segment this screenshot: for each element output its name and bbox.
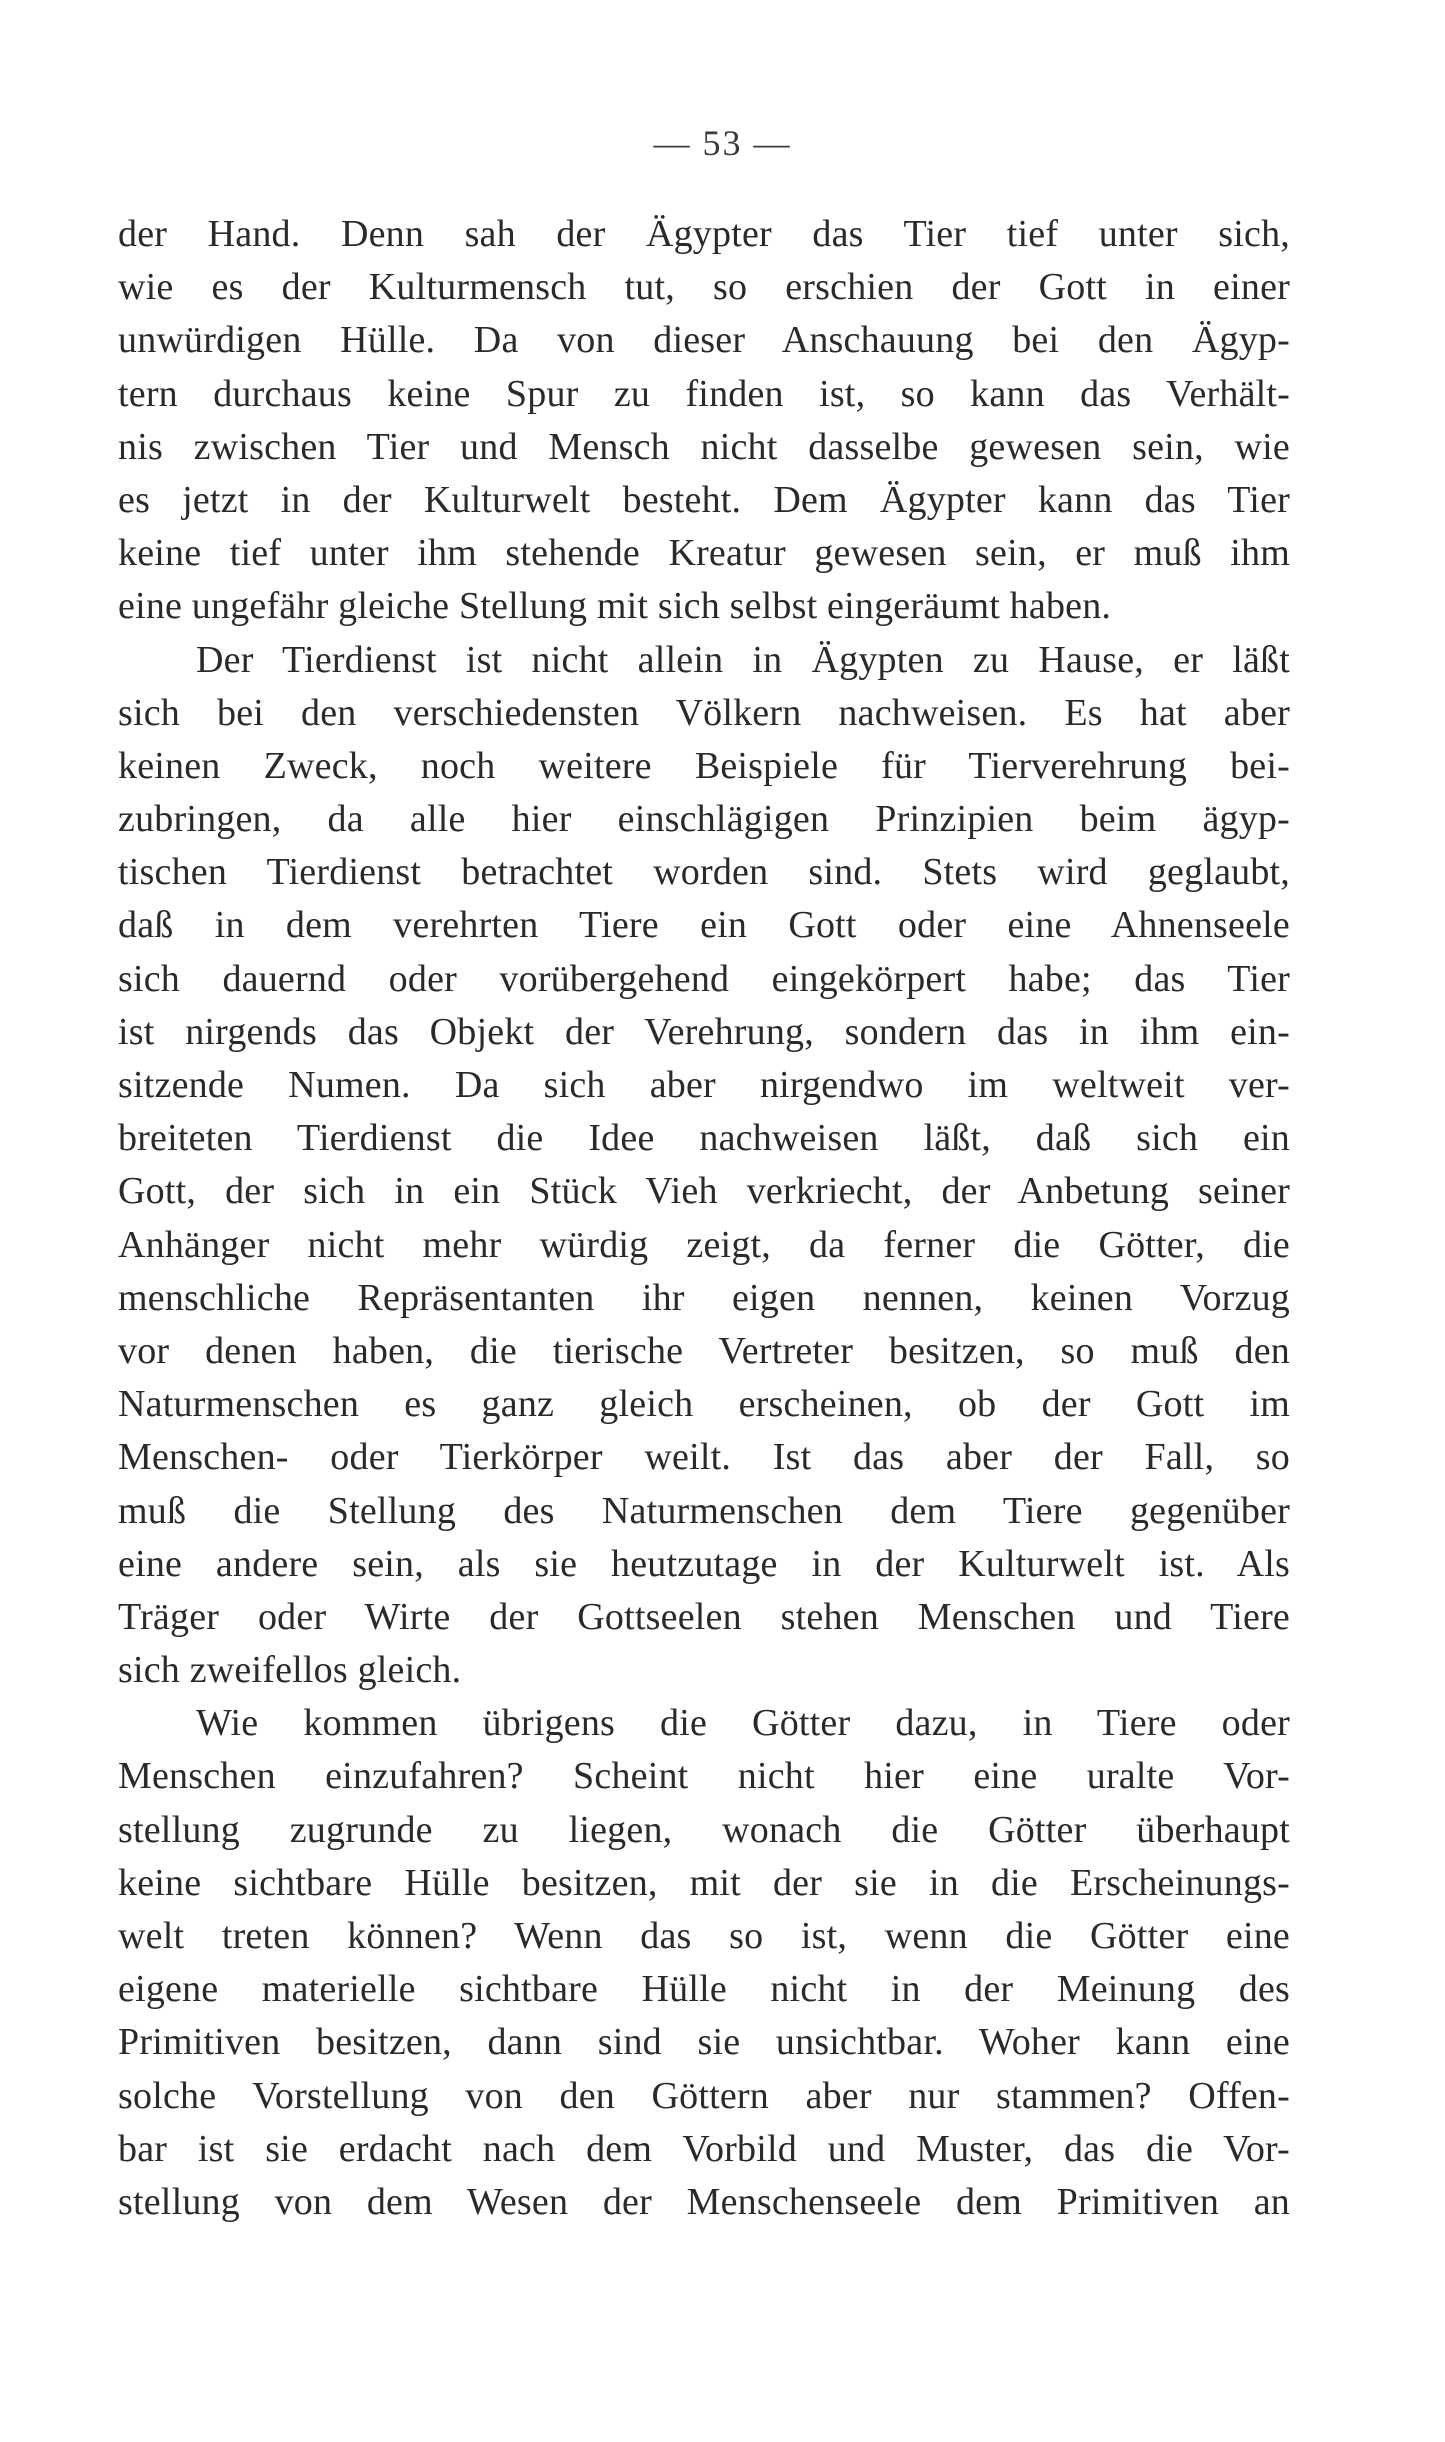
text-line: solche Vorstellung von den Göttern aber nur stammen? Offen- bbox=[118, 2074, 1290, 2117]
text-line: eine ungefähr gleiche Stellung mit sich selbst eingeräumt haben. bbox=[118, 585, 1112, 628]
paragraph-3 bbox=[118, 1697, 1290, 2229]
text-line: zubringen, da alle hier einschlägigen Prinzipien beim ägyp- bbox=[118, 798, 1290, 841]
text-line: tischen Tierdienst betrachtet worden sind. Stets wird geglaubt, bbox=[118, 851, 1290, 894]
text-line: stellung zugrunde zu liegen, wonach die Götter überhaupt bbox=[118, 1808, 1290, 1851]
text-line: ist nirgends das Objekt der Verehrung, sondern das in ihm ein- bbox=[118, 1010, 1290, 1053]
text-line: sitzende Numen. Da sich aber nirgendwo im weltweit ver- bbox=[118, 1064, 1290, 1106]
text-line: Naturmenschen es ganz gleich erscheinen, ob der Gott im bbox=[118, 1383, 1290, 1426]
text-line: Menschen einzufahren? Scheint nicht hier eine uralte Vor- bbox=[118, 1755, 1290, 1798]
text-line: breiteten Tierdienst die Idee nachweisen läßt, daß sich ein bbox=[118, 1117, 1290, 1160]
text-line: es jetzt in der Kulturwelt besteht. Dem Ägypter kann das Tier bbox=[118, 478, 1290, 521]
text-line: der Hand. Denn sah der Ägypter das Tier tief unter sich, bbox=[118, 213, 1290, 255]
text-line: vor denen haben, die tierische Vertreter besitzen, so muß den bbox=[118, 1329, 1290, 1372]
text-line: Primitiven besitzen, dann sind sie unsichtbar. Woher kann eine bbox=[118, 2021, 1290, 2064]
paragraph-1 bbox=[118, 208, 1290, 634]
text-line: keine sichtbare Hülle besitzen, mit der sie in die Erscheinungs- bbox=[118, 1861, 1290, 1904]
text-line: bar ist sie erdacht nach dem Vorbild und Muster, das die Vor- bbox=[118, 2127, 1290, 2170]
text-line: sich dauernd oder vorübergehend eingekörpert habe; das Tier bbox=[118, 957, 1290, 1000]
text-line: welt treten können? Wenn das so ist, wenn die Götter eine bbox=[118, 1915, 1290, 1957]
text-line: tern durchaus keine Spur zu finden ist, so kann das Verhält- bbox=[118, 372, 1290, 415]
text-line: keinen Zweck, noch weitere Beispiele für Tierverehrung bei- bbox=[118, 744, 1290, 787]
text-line: keine tief unter ihm stehende Kreatur gewesen sein, er muß ihm bbox=[118, 532, 1290, 575]
text-line: wie es der Kulturmensch tut, so erschien der Gott in einer bbox=[118, 266, 1290, 309]
page-number: — 53 — bbox=[653, 123, 792, 163]
text-line: eine andere sein, als sie heutzutage in der Kulturwelt ist. Als bbox=[118, 1542, 1290, 1585]
text-line: sich bei den verschiedensten Völkern nachweisen. Es hat aber bbox=[118, 691, 1290, 734]
text-line: nis zwischen Tier und Mensch nicht dasselbe gewesen sein, wie bbox=[118, 425, 1290, 468]
text-line: daß in dem verehrten Tiere ein Gott oder eine Ahnenseele bbox=[118, 904, 1290, 947]
text-line: sich zweifellos gleich. bbox=[118, 1649, 462, 1692]
text-line: Gott, der sich in ein Stück Vieh verkriecht, der Anbetung seiner bbox=[118, 1170, 1290, 1213]
text-line: menschliche Repräsentanten ihr eigen nennen, keinen Vorzug bbox=[118, 1276, 1290, 1319]
text-line: unwürdigen Hülle. Da von dieser Anschauung bei den Ägyp- bbox=[118, 319, 1290, 362]
text-line: stellung von dem Wesen der Menschenseele dem Primitiven an bbox=[118, 2180, 1290, 2223]
text-line: Wie kommen übrigens die Götter dazu, in Tiere oder bbox=[196, 1702, 1290, 1745]
text-line: Der Tierdienst ist nicht allein in Ägypten zu Hause, er läßt bbox=[196, 638, 1290, 681]
body-text bbox=[118, 208, 1290, 2229]
text-line: Träger oder Wirte der Gottseelen stehen Menschen und Tiere bbox=[118, 1595, 1290, 1638]
text-line: Menschen- oder Tierkörper weilt. Ist das aber der Fall, so bbox=[118, 1436, 1290, 1479]
text-line: Anhänger nicht mehr würdig zeigt, da ferner die Götter, die bbox=[118, 1223, 1290, 1266]
paragraph-2 bbox=[118, 634, 1290, 1698]
text-line: eigene materielle sichtbare Hülle nicht in der Meinung des bbox=[118, 1968, 1290, 2011]
text-line: muß die Stellung des Naturmenschen dem Tiere gegenüber bbox=[118, 1489, 1290, 1532]
